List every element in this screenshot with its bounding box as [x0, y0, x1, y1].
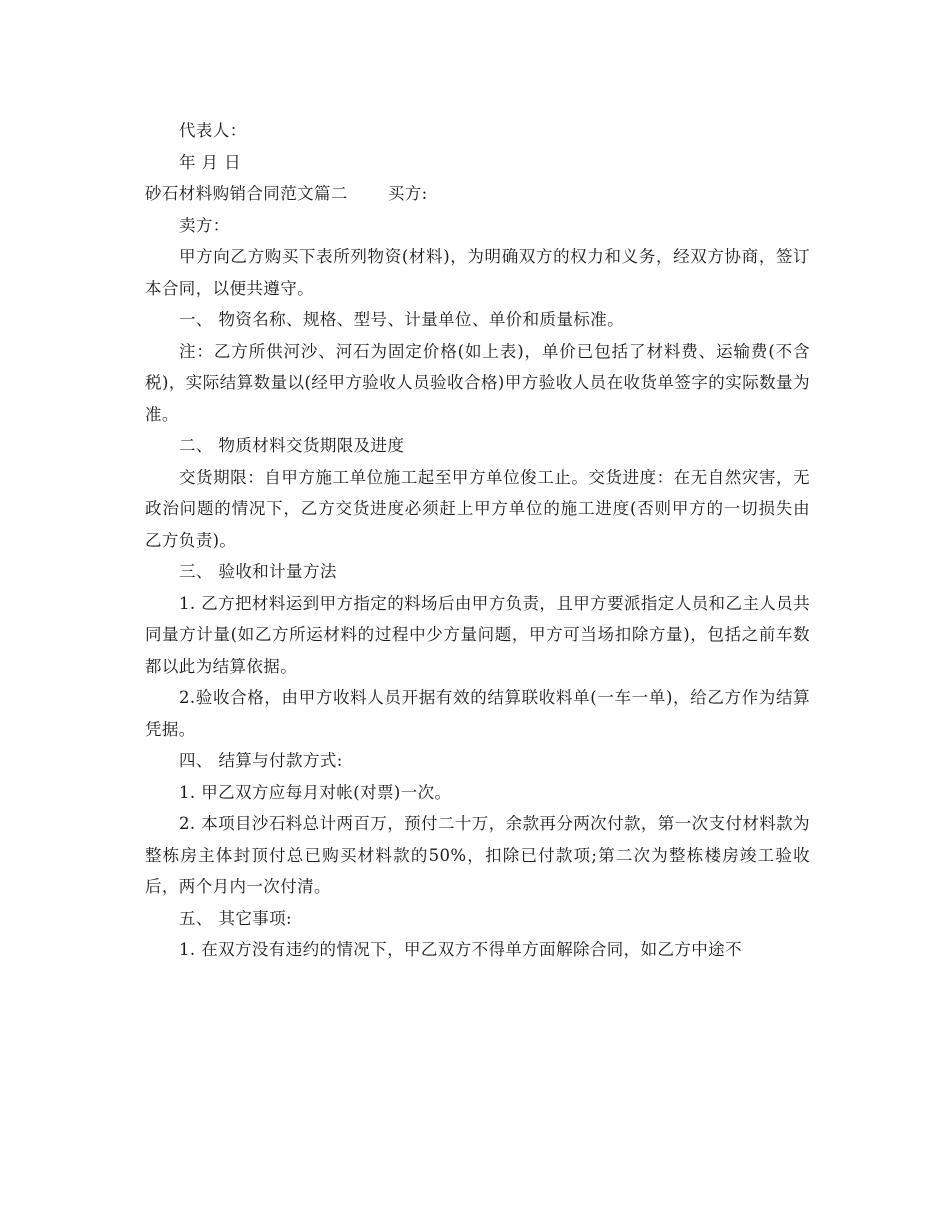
section-5-heading: 五、 其它事项: [179, 908, 293, 928]
document-body [145, 115, 810, 966]
date-line: 年 月 日 [179, 152, 241, 172]
section-2-body: 交货期限：自甲方施工单位施工起至甲方单位俊工止。交货进度：在无自然灾害，无政治问题的情况下，乙方交货进度必须赶上甲方单位的施工进度(否则甲方的一切损失由乙方负责)。 [145, 467, 810, 550]
section-4-item-1: 1. 甲乙双方应每月对帐(对票)一次。 [179, 782, 452, 802]
section-1-note: 注：乙方所供河沙、河石为固定价格(如上表)，单价已包括了材料费、运输费(不含税)，实际结算数量以(经甲方验收人员验收合格)甲方验收人员在收货单签字的实际数量为准。 [145, 341, 810, 424]
seller-label: 卖方： [179, 215, 230, 235]
representative-line: 代表人： [179, 121, 247, 140]
section-3-item-1: 1. 乙方把材料运到甲方指定的料场后由甲方负责，且甲方要派指定人员和乙主人员共同量方计量(如乙方所运材料的过程中少方量问题，甲方可当场扣除方量)，包括之前车数都以此为结算依据。 [145, 593, 810, 676]
section-5-item-1: 1. 在双方没有违约的情况下，甲乙双方不得单方面解除合同，如乙方中途不 [179, 940, 742, 959]
section-3-item-2: 2.验收合格，由甲方收料人员开据有效的结算联收料单(一车一单)，给乙方作为结算凭据。 [145, 688, 810, 739]
intro-paragraph: 甲方向乙方购买下表所列物资(材料)，为明确双方的权力和义务，经双方协商，签订本合同，以便共遵守。 [145, 247, 810, 298]
section-4-item-2: 2. 本项目沙石料总计两百万，预付二十万，余款再分两次付款，第一次支付材料款为整栋房主体封顶付总已购买材料款的50%，扣除已付款项;第二次为整栋楼房竣工验收后，两个月内一次付清。 [145, 814, 810, 896]
section-1-heading: 一、 物资名称、规格、型号、计量单位、单价和质量标准。 [179, 310, 625, 329]
section-3-heading: 三、 验收和计量方法 [179, 562, 337, 581]
buyer-label: 买方: [387, 184, 428, 203]
section-4-heading: 四、 结算与付款方式: [179, 751, 343, 770]
section-2-heading: 二、 物质材料交货期限及进度 [179, 436, 405, 455]
title-row [145, 178, 810, 210]
document-title: 砂石材料购销合同范文篇二 [145, 184, 348, 203]
